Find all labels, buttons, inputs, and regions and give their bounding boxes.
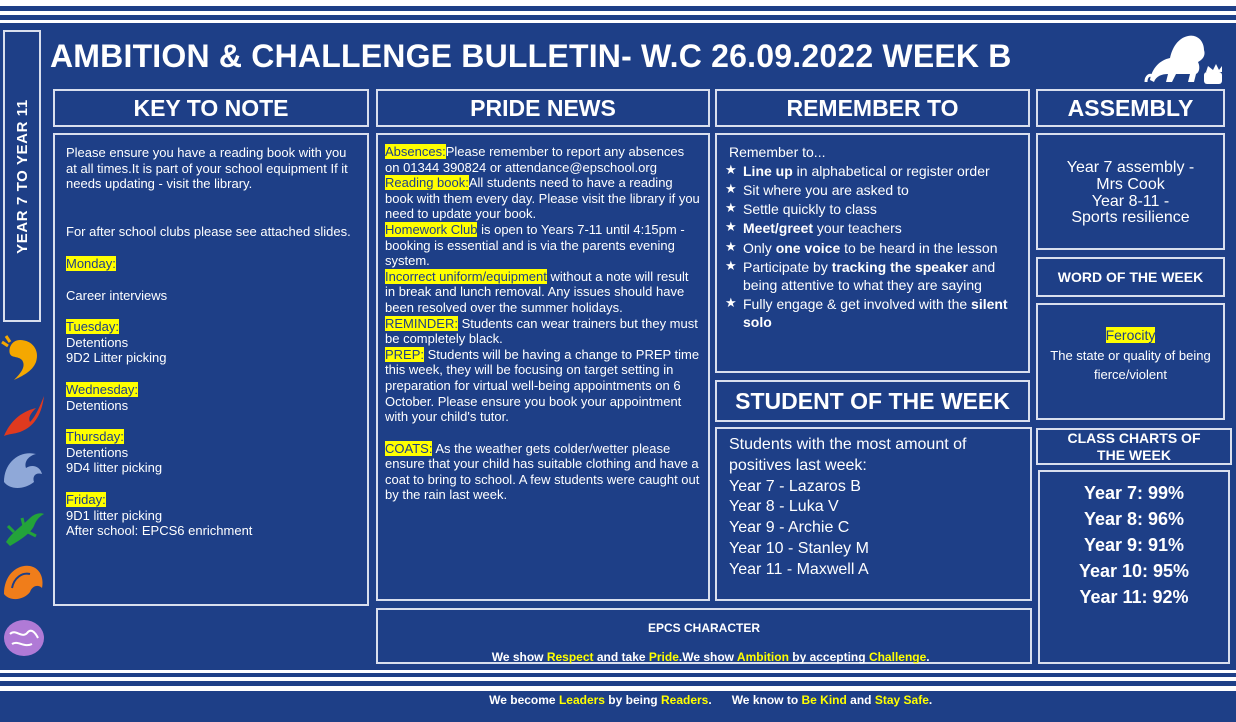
remember-item: ★ Fully engage & get involved with the silent solo xyxy=(723,295,1022,331)
news-homework-club: Homework Club is open to Years 7-11 until 4:15pm - booking is essential and is via the parents evening system. xyxy=(385,221,685,269)
word-of-week-panel xyxy=(1036,303,1225,420)
day-label: Thursday: xyxy=(66,429,124,445)
pride-news-panel xyxy=(376,133,710,601)
clubs-note: For after school clubs please see attached slides. xyxy=(66,223,351,239)
word-of-week: Ferocity xyxy=(1105,326,1156,343)
news-reading-book: Reading book:All students need to have a reading book with them every day. Please visit the library if you need to update your book. xyxy=(385,175,700,222)
news-absences: Absences:Please remember to report any absences on 01344 390824 or attendance@epschool.org xyxy=(385,144,685,175)
news-uniform: Incorrect uniform/equipment without a note will result in break and lunch removal. Any issues should have been resolved over the summer holidays. xyxy=(385,268,689,315)
student-of-week-header: STUDENT OF THE WEEK xyxy=(715,380,1030,422)
remember-to-panel xyxy=(715,133,1030,373)
student-entry: Year 11 - Maxwell A xyxy=(729,560,869,578)
friday-block xyxy=(66,492,357,539)
remember-item: ★ Settle quickly to class xyxy=(723,200,1022,218)
day-label: Wednesday: xyxy=(66,381,139,397)
thursday-block xyxy=(66,429,357,476)
bird-icon xyxy=(0,392,46,440)
remember-item: ★ Meet/greet your teachers xyxy=(723,219,1022,237)
top-stripe-1 xyxy=(0,0,1236,6)
news-prep: PREP: Students will be having a change to PREP time this week, they will be focusing on target setting in preparation for virtual well-being appointments on 6 October. Please ensure you book your appointment with your child's tutor. xyxy=(385,346,700,425)
day-label: Tuesday: xyxy=(66,319,119,335)
day-item: 9D1 litter picking xyxy=(66,507,163,523)
reading-book-note: Please ensure you have a reading book with you at all times.It is part of your school equipment If it needs updating - visit the library. xyxy=(66,145,348,192)
class-chart-result: Year 7: 99% xyxy=(1083,483,1185,503)
remember-item: ★ Sit where you are asked to xyxy=(723,181,1022,199)
day-label: Friday: xyxy=(66,491,106,507)
class-chart-result: Year 11: 92% xyxy=(1079,587,1189,607)
class-charts-header: CLASS CHARTS OF THE WEEK xyxy=(1036,428,1232,465)
remember-to-header: REMEMBER TO xyxy=(715,89,1030,127)
student-of-week-panel xyxy=(715,427,1032,601)
pride-news-header: PRIDE NEWS xyxy=(376,89,710,127)
student-entry: Year 8 - Luka V xyxy=(729,498,839,516)
class-charts-panel xyxy=(1038,470,1230,664)
day-item: Career interviews xyxy=(66,287,168,303)
class-chart-result: Year 10: 95% xyxy=(1078,561,1190,581)
day-item: Detentions xyxy=(66,397,129,413)
remember-list xyxy=(723,162,1022,332)
armadillo-icon xyxy=(0,558,46,606)
assembly-line: Year 8-11 - xyxy=(1091,192,1170,210)
class-chart-result: Year 9: 91% xyxy=(1083,535,1185,555)
character-heading: EPCS CHARACTER xyxy=(647,621,760,635)
day-item: Detentions xyxy=(66,334,129,350)
monday-block xyxy=(66,256,357,303)
wave-icon xyxy=(0,446,46,494)
class-chart-result: Year 8: 96% xyxy=(1083,509,1185,529)
word-definition: The state or quality of being fierce/violent xyxy=(1050,347,1211,382)
day-item: After school: EPCS6 enrichment xyxy=(66,523,253,539)
day-item: 9D2 Litter picking xyxy=(66,350,167,366)
day-item: 9D4 litter picking xyxy=(66,460,163,476)
remember-intro: Remember to... xyxy=(729,144,826,160)
tuesday-block xyxy=(66,319,357,366)
assembly-line: Year 7 assembly - xyxy=(1066,158,1195,176)
character-line-2: We become Leaders by being Readers. We know to Be Kind and Stay Safe. xyxy=(489,692,933,707)
character-line-1: We show Respect and take Pride.We show Ambition by accepting Challenge. xyxy=(491,649,930,664)
assembly-panel xyxy=(1036,133,1225,250)
student-entry: Year 10 - Stanley M xyxy=(729,539,869,557)
seahorse-icon xyxy=(0,336,46,384)
bulletin-title: AMBITION & CHALLENGE BULLETIN- W.C 26.09.2022 WEEK B xyxy=(50,38,1012,74)
news-coats: COATS: As the weather gets colder/wetter please ensure that your child has suitable clothing and have a coat to bring to school. A few students were caught out by the rain last week. xyxy=(385,440,700,503)
remember-item: ★ Line up in alphabetical or register order xyxy=(723,162,1022,180)
day-item: Detentions xyxy=(66,444,129,460)
key-to-note-panel xyxy=(53,133,369,606)
lion-crest-icon xyxy=(1142,30,1226,90)
day-label: Monday: xyxy=(66,256,116,272)
assembly-header: ASSEMBLY xyxy=(1036,89,1225,127)
top-stripe-2 xyxy=(0,11,1236,15)
remember-item: ★ Only one voice to be heard in the lesson xyxy=(723,239,1022,257)
wednesday-block xyxy=(66,382,357,413)
news-reminder: REMINDER: Students can wear trainers but they must be completely black. xyxy=(385,315,698,347)
epcs-character-panel xyxy=(376,608,1032,707)
key-to-note-header: KEY TO NOTE xyxy=(53,89,369,127)
assembly-line: Sports resilience xyxy=(1071,209,1190,227)
top-stripe-3 xyxy=(0,20,1236,23)
year-range-label: YEAR 7 TO YEAR 11 xyxy=(3,30,41,322)
remember-item: ★ Participate by tracking the speaker and being attentive to what they are saying xyxy=(723,258,1022,294)
word-of-week-header: WORD OF THE WEEK xyxy=(1036,257,1225,297)
brain-icon xyxy=(0,614,46,662)
lizard-icon xyxy=(0,502,46,550)
student-intro: Students with the most amount of positives last week: xyxy=(729,436,967,474)
student-entry: Year 7 - Lazaros B xyxy=(729,477,861,495)
assembly-line: Mrs Cook xyxy=(1096,175,1165,193)
student-entry: Year 9 - Archie C xyxy=(729,519,850,537)
